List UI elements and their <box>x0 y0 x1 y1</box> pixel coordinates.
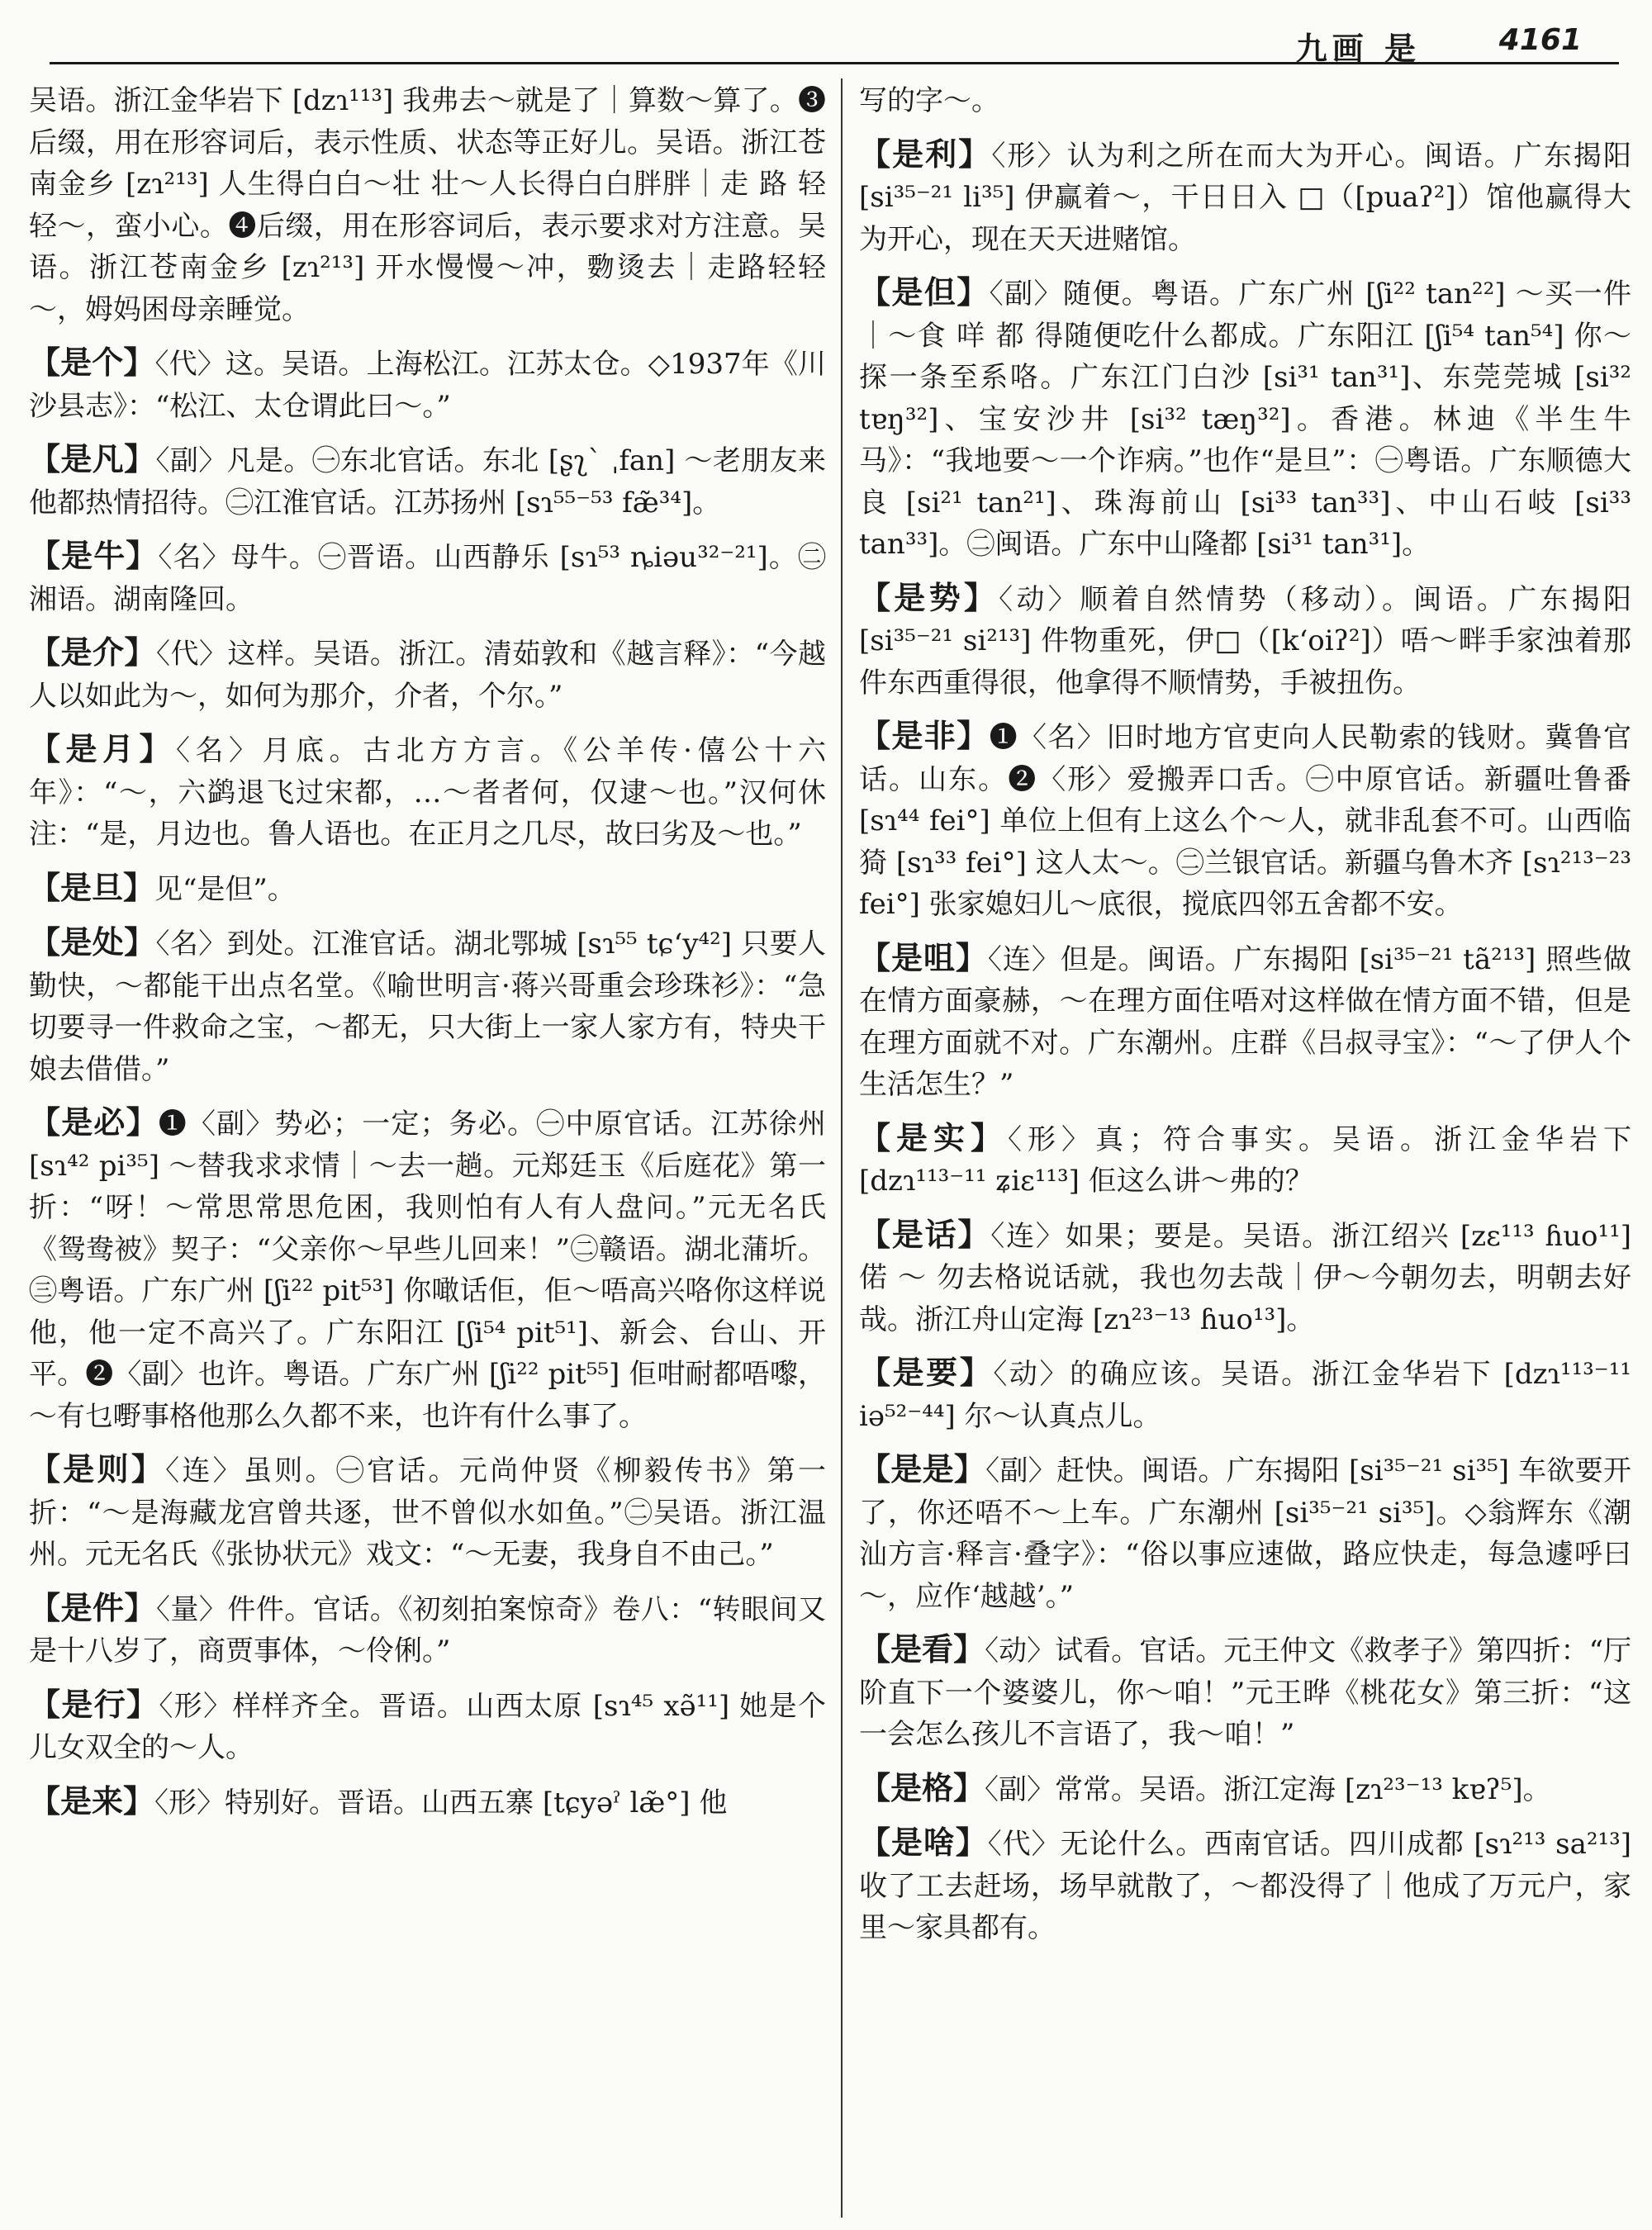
dictionary-entry <box>29 922 826 1090</box>
entry-body: ❶〈名〉旧时地方官吏向人民勒索的钱财。冀鲁官话。山东。❷〈形〉爱搬弄口舌。㊀中原官话。新疆吐鲁番 [sɿ⁴⁴ fei°] 单位上但有上这么个～人，就非乱套不可。山西临猗 [sɿ³³ fei°] 这人太～。㊁兰银官话。新疆乌鲁木齐 [sɿ²¹³⁻²³ fei°] 张家媳妇儿～底很，搅底四邻五舍都不安。 <box>859 721 1631 921</box>
headword: 【是势】 <box>859 578 999 616</box>
entry-body: 见“是但”。 <box>154 872 296 906</box>
dictionary-entry <box>29 1781 826 1824</box>
headword: 【是咀】 <box>859 938 988 976</box>
headword: 【是牛】 <box>29 537 159 574</box>
dictionary-entry <box>859 1629 1631 1756</box>
headword: 【是则】 <box>29 1450 166 1487</box>
dictionary-entry <box>859 1449 1631 1617</box>
dictionary-entry <box>859 272 1631 566</box>
headword: 【是但】 <box>859 273 990 311</box>
entry-body: 〈形〉特别好。晋语。山西五寨 [tɕyəˀ læ̃°] 他 <box>154 1786 728 1820</box>
entry-body: 〈连〉如果；要是。吴语。浙江绍兴 [zɛ¹¹³ ɦuo¹¹] 偌 ～ 勿去格说话就，我也勿去哉｜伊～今朝勿去，明朝去好哉。浙江舟山定海 [zɿ²³⁻¹³ ɦuo¹³]。 <box>859 1219 1631 1336</box>
headword: 【是实】 <box>859 1118 1008 1156</box>
dictionary-entry <box>859 1214 1631 1341</box>
entry-body: 〈名〉到处。江淮官话。湖北鄂城 [sɿ⁵⁵ tɕʻy⁴²] 只要人勤快，～都能干出点名堂。《喻世明言·蒋兴哥重会珍珠衫》：“急切要寻一件救命之宝，～都无，只大街上一家人家方有，特央干娘去借借。” <box>29 928 826 1086</box>
entry-body: 〈连〉但是。闽语。广东揭阳 [si³⁵⁻²¹ tã²¹³] 照些做在情方面豪赫，～在理方面住唔对这样做在情方面不错，但是在理方面就不对。广东潮州。庄群《吕叔寻宝》：“～了伊人个生活怎生？” <box>859 942 1631 1101</box>
headword: 【是看】 <box>859 1630 985 1668</box>
headword: 【是行】 <box>29 1685 159 1723</box>
page-header <box>50 17 1619 67</box>
headword: 【是个】 <box>29 344 155 381</box>
headword: 【是旦】 <box>29 868 155 906</box>
dictionary-entry <box>29 439 826 524</box>
dictionary-entry <box>859 1767 1631 1811</box>
headword: 【是啥】 <box>859 1824 988 1861</box>
dictionary-entry <box>29 867 826 911</box>
headword: 【是要】 <box>859 1354 994 1391</box>
entry-body: 〈代〉这样。吴语。浙江。清茹敦和《越言释》：“今越人以如此为～，如何为那介，介者，个尔。” <box>29 638 826 713</box>
dictionary-entry <box>859 937 1631 1106</box>
dictionary-entry <box>859 134 1631 261</box>
dictionary-entry <box>859 1822 1631 1949</box>
entry-body: 〈代〉无论什么。西南官话。四川成都 [sɿ²¹³ sa²¹³] 收了工去赶场，场早就散了，～都没得了｜他成了万元户，家里～家具都有。 <box>859 1828 1631 1944</box>
dictionary-entry <box>29 1102 826 1437</box>
entry-body: 〈形〉样样齐全。晋语。山西太原 [sɿ⁴⁵ xə̃¹¹] 她是个儿女双全的～人。 <box>29 1689 826 1764</box>
page-number: 4161 <box>1498 23 1582 57</box>
headword: 【是必】 <box>29 1103 159 1141</box>
headword: 【是话】 <box>859 1215 991 1253</box>
entry-body: 〈连〉虽则。㊀官话。元尚仲贤《柳毅传书》第一折：“～是海藏龙宫曾共逐，世不曾似水如鱼。”㊁吴语。浙江温州。元无名氏《张协状元》戏文：“～无妻，我身自不由己。” <box>29 1454 826 1571</box>
dictionary-entry <box>859 1117 1631 1203</box>
running-title: 九画 是 <box>1295 30 1421 67</box>
entry-body: 〈副〉赶快。闽语。广东揭阳 [si³⁵⁻²¹ si³⁵] 车欲要开了，你还唔不～上车。广东潮州 [si³⁵⁻²¹ si³⁵]。◇翁辉东《潮汕方言·释言·叠字》：“俗以事应速做，路应快走，每急遽呼曰～，应作‘越越’。” <box>859 1454 1631 1613</box>
headword: 【是介】 <box>29 633 156 671</box>
entry-body: 〈动〉试看。官话。元王仲文《救孝子》第四折：“厅阶直下一个婆婆儿，你～咱！”元王晔《桃花女》第三折：“这一会怎么孩儿不言语了，我～咱！” <box>859 1635 1631 1751</box>
header-rule <box>50 62 1619 64</box>
dictionary-entry <box>29 342 826 427</box>
column-divider <box>841 78 843 2218</box>
dictionary-entry: 吴语。浙江金华岩下 [dzɿ¹¹³] 我弗去～就是了｜算数～算了。❸后缀，用在形容词后，表示性质、状态等正好儿。吴语。浙江苍南金乡 [zɿ²¹³] 人生得白白～壮 壮～人长得白白胖胖｜走 路 轻 轻～，蛮小心。❹后缀，用在形容词后，表示要求对方注意。吴语。浙江苍南金乡 [zɿ²¹³] 开水慢慢～冲，覅烫去｜走路轻轻～，姆妈困母亲睡觉。 <box>29 84 826 326</box>
entry-body: 〈量〉件件。官话。《初刻拍案惊奇》卷八：“转眼间又是十八岁了，商贾事体，～伶俐。” <box>29 1592 826 1668</box>
dictionary-entry <box>29 1587 826 1672</box>
entry-body: 〈副〉凡是。㊀东北官话。东北 [ʂʅˋ ˌfan] ～老朋友来他都热情招待。㊁江淮官话。江苏扬州 [sɿ⁵⁵⁻⁵³ fæ̃³⁴]。 <box>29 444 826 520</box>
headword: 【是非】 <box>859 717 990 754</box>
headword: 【是是】 <box>859 1450 986 1487</box>
right-column <box>859 78 1631 2218</box>
dictionary-entry <box>29 632 826 717</box>
headword: 【是凡】 <box>29 440 156 477</box>
entry-body: 〈副〉常常。吴语。浙江定海 [zɿ²³⁻¹³ kɐʔ⁵]。 <box>985 1772 1551 1806</box>
dictionary-entry <box>29 535 826 620</box>
dictionary-entry <box>29 1684 826 1769</box>
headword: 【是件】 <box>29 1588 156 1626</box>
entry-body: 〈代〉这。吴语。上海松江。江苏太仓。◇1937年《川沙县志》：“松江、太仓谓此曰～。” <box>29 348 826 423</box>
entry-body: 〈名〉月底。古北方方言。《公羊传·僖公十六年》：“～，六鹢退飞过宋都，…～者者何，仅逮～也。”汉何休注：“是，月边也。鲁人语也。在正月之几尽，故曰劣及～也。” <box>29 734 826 851</box>
dictionary-entry <box>29 1449 826 1576</box>
headword: 【是格】 <box>859 1768 985 1806</box>
dictionary-entry <box>859 577 1631 705</box>
entry-body: 〈动〉的确应该。吴语。浙江金华岩下 [dzɿ¹¹³⁻¹¹ iə⁵²⁻⁴⁴] 尔～认真点儿。 <box>859 1358 1631 1433</box>
headword: 【是月】 <box>29 730 177 767</box>
dictionary-entry <box>859 1352 1631 1437</box>
headword: 【是利】 <box>859 135 992 173</box>
dictionary-entry <box>29 728 826 856</box>
entry-body: 〈形〉真；符合事实。吴语。浙江金华岩下 [dzɿ¹¹³⁻¹¹ ʑiɛ¹¹³] 佢这么讲～弗的？ <box>859 1122 1631 1198</box>
entry-body: 〈副〉随便。粤语。广东广州 [ʃi²² tan²²] ～买一件｜～食 咩 都 得随便吃什么都成。广东阳江 [ʃi⁵⁴ tan⁵⁴] 你～探一条至系咯。广东江门白沙 [si³¹ tan³¹]、东莞莞城 [si³² tɐŋ³²]、宝安沙井 [si³² tæŋ³²]。香港。林迪《半生牛马》：“我地要～一个诈病。”也作“是旦”：㊀粤语。广东顺德大良 [si²¹ tan²¹]、珠海前山 [si³³ tan³³]、中山石岐 [si³³ tan³³]。㊁闽语。广东中山隆都 [si³¹ tan³¹]。 <box>859 278 1631 561</box>
headword: 【是来】 <box>29 1782 155 1820</box>
entry-body: 〈名〉母牛。㊀晋语。山西静乐 [sɿ⁵³ ȵiəu³²⁻²¹]。㊁湘语。湖南隆回。 <box>29 541 826 616</box>
entry-body: ❶〈副〉势必；一定；务必。㊀中原官话。江苏徐州 [sɿ⁴² pi³⁵] ～替我求求情｜～去一趟。元郑廷玉《后庭花》第一折：“呀！～常思常思危困，我则怕有人有人盘问。”元无名氏《鸳鸯被》契子：“父亲你～早些儿回来！”㊁赣语。湖北蒲圻。㊂粤语。广东广州 [ʃi²² pit⁵³] 你噉话佢，佢～唔高兴咯你这样说他，他一定不高兴了。广东阳江 [ʃi⁵⁴ pit⁵¹]、新会、台山、开平。❷〈副〉也许。粤语。广东广州 [ʃi²² pit⁵⁵] 佢咁耐都唔嚟，～有乜嘢事格他那么久都不来，也许有什么事了。 <box>29 1108 826 1433</box>
dictionary-entry: 写的字～。 <box>859 84 999 117</box>
headword: 【是处】 <box>29 923 156 961</box>
entry-body: 〈动〉顺着自然情势（移动）。闽语。广东揭阳 [si³⁵⁻²¹ si²¹³] 件物重死，伊□（[kʻoiʔ²]）唔～畔手家浊着那件东西重得很，他拿得不顺情势，手被扭伤。 <box>859 582 1631 700</box>
left-column <box>29 78 826 2218</box>
entry-body: 〈形〉认为利之所在而大为开心。闽语。广东揭阳 [si³⁵⁻²¹ li³⁵] 伊赢着～，干日日入 □（[puaʔ²]）馆他赢得大为开心，现在天天进赌馆。 <box>859 139 1631 256</box>
dictionary-entry <box>859 715 1631 926</box>
